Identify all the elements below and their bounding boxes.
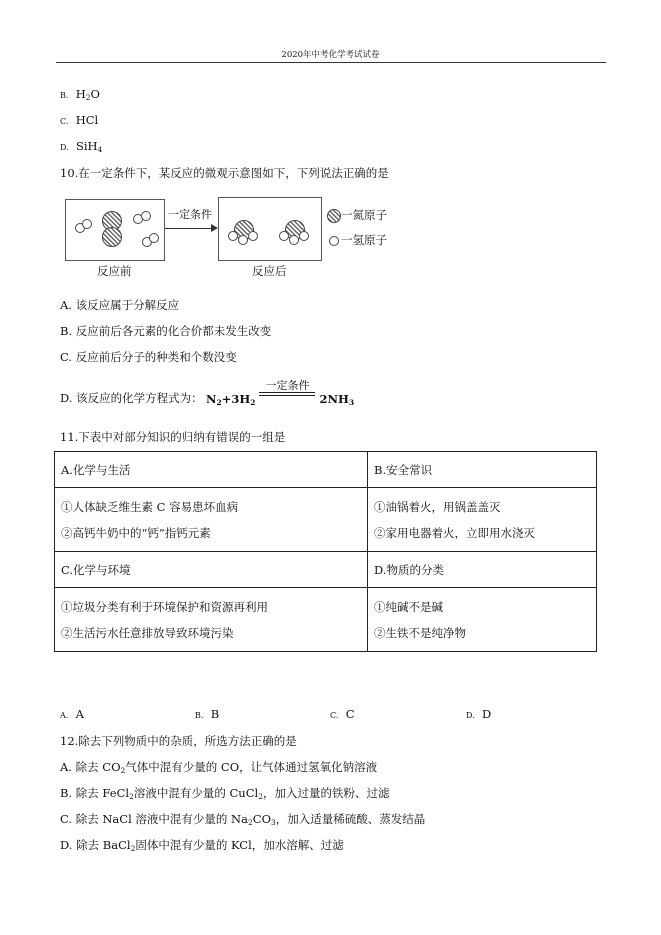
q9-option-d: D. SiH$_4$	[60, 139, 103, 154]
option-letter: B.	[60, 91, 69, 100]
equation-condition: 一定条件	[259, 377, 315, 393]
cell-d-head: D.物质的分类	[368, 552, 597, 588]
n-atom	[102, 227, 122, 247]
cell-a-body: ①人体缺乏维生素 C 容易患坏血病 ②高钙牛奶中的“钙”指钙元素	[55, 488, 368, 552]
h-atom	[299, 231, 309, 241]
q9-option-b: B. $H_2O$	[60, 87, 100, 102]
legend-h-atom	[329, 236, 339, 246]
h-atom	[279, 231, 289, 241]
q11-answer-c: C. C	[330, 707, 355, 721]
q12-option-d: D. 除去 BaCl$_2$固体中混有少量的 KCl，加水溶解、过滤	[60, 838, 344, 853]
cell-b-head: B.安全常识	[368, 452, 597, 488]
page-header: 2020年中考化学考试试卷	[281, 50, 380, 60]
reaction-diagram	[65, 197, 401, 289]
cell-c-head: C.化学与环境	[55, 552, 368, 588]
option-letter: D.	[60, 143, 69, 152]
h-atom	[141, 211, 151, 221]
q11-answer-a: A. A	[60, 707, 84, 721]
q11-answer-b: B. B	[195, 707, 220, 721]
q10-stem: 10.在一定条件下，某反应的微观示意图如下，下列说法正确的是	[60, 166, 389, 180]
h-atom	[82, 219, 92, 229]
q11-answer-d: D. D	[466, 707, 492, 721]
cell-c-body: ①垃圾分类有利于环境保护和资源再利用 ②生活污水任意排放导致环境污染	[55, 588, 368, 652]
q10-option-a: A. 该反应属于分解反应	[60, 298, 180, 312]
equation-bar	[259, 395, 315, 396]
chemical-equation: $N_2+3H_2$ 一定条件 $2NH_3$	[206, 379, 355, 407]
cell-a-head: A.化学与生活	[55, 452, 368, 488]
reaction-arrow-head	[211, 224, 218, 232]
condition-label: 一定条件	[168, 208, 212, 221]
q12-option-c: C. 除去 NaCl 溶液中混有少量的 $Na_2CO_3$，加入适量稀硫酸、蒸发结晶	[60, 812, 426, 827]
option-letter: C.	[60, 117, 69, 126]
after-box	[218, 197, 322, 261]
legend-n-label: 一氮原子	[341, 208, 387, 222]
q11-stem: 11.下表中对部分知识的归纳有错误的一组是	[60, 430, 286, 444]
q9-option-c: C. HCl	[60, 113, 99, 127]
equation-bar	[259, 392, 315, 393]
header-rule	[56, 62, 606, 63]
legend-h-label: 一氢原子	[341, 233, 387, 247]
cell-b-body: ①油锅着火，用锅盖盖灭 ②家用电器着火，立即用水浇灭	[368, 488, 597, 552]
before-label: 反应前	[97, 264, 132, 278]
h-atom	[238, 235, 248, 245]
q12-stem: 12.除去下列物质中的杂质，所选方法正确的是	[60, 734, 297, 748]
cell-d-body: ①纯碱不是碱 ②生铁不是纯净物	[368, 588, 597, 652]
h-atom	[149, 233, 159, 243]
knowledge-table	[54, 451, 597, 652]
q10-option-c: C. 反应前后分子的种类和个数没变	[60, 350, 237, 364]
after-label: 反应后	[252, 264, 287, 278]
q10-option-d: D. 该反应的化学方程式为：	[60, 391, 203, 405]
q12-option-a: A. 除去 $CO_2$气体中混有少量的 CO，让气体通过氢氧化钠溶液	[60, 760, 378, 775]
h-atom	[289, 235, 299, 245]
h-atom	[228, 231, 238, 241]
q10-option-b: B. 反应前后各元素的化合价都未发生改变	[60, 324, 272, 338]
legend-n-atom	[327, 209, 341, 223]
before-box	[65, 199, 165, 261]
reaction-arrow	[165, 228, 212, 229]
q12-option-b: B. 除去 FeCl$_2$溶液中混有少量的 CuCl$_2$，加入过量的铁粉、过滤	[60, 786, 390, 801]
h-atom	[248, 231, 258, 241]
